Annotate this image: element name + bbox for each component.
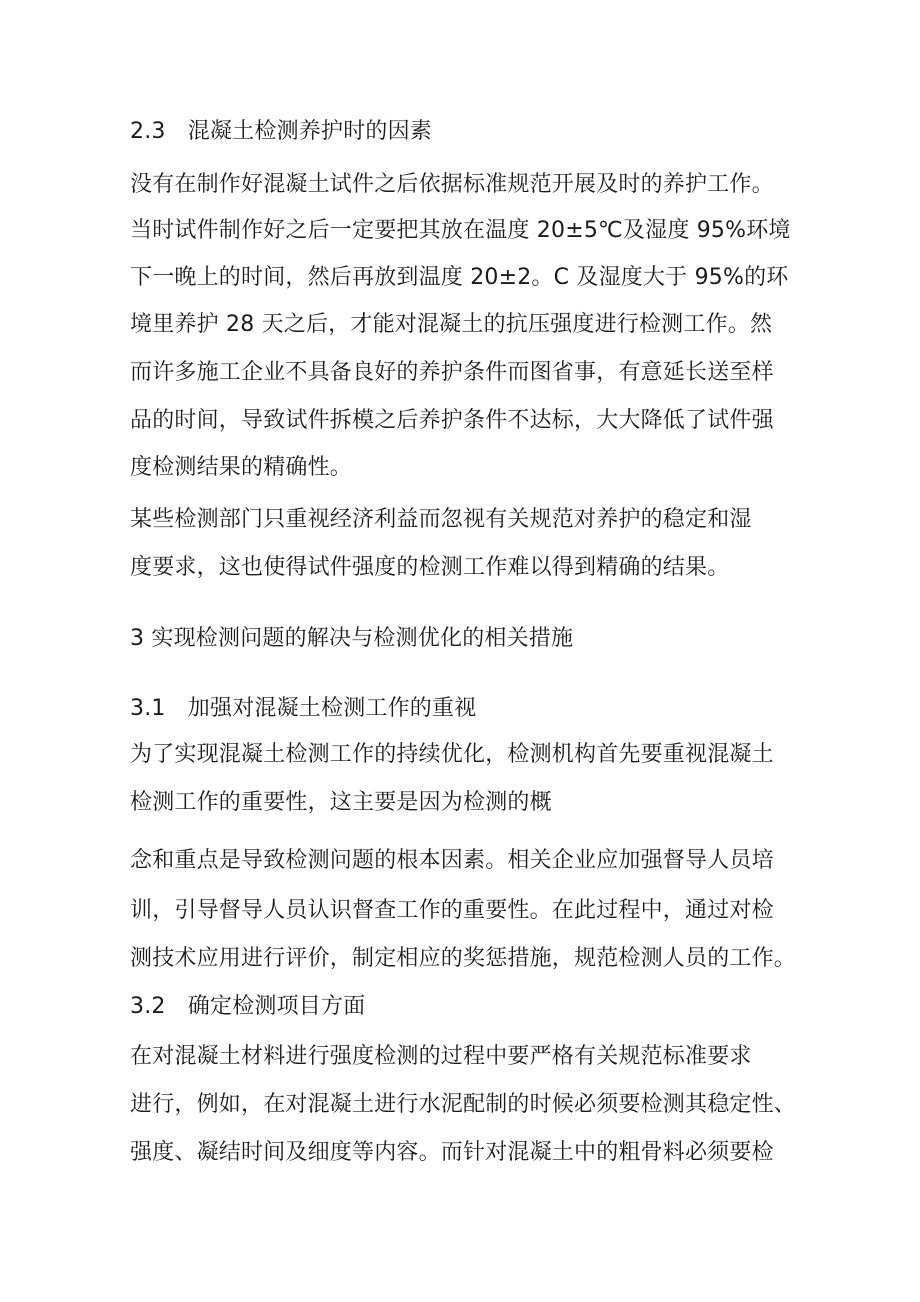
paragraph-line: 为了实现混凝土检测工作的持续优化，检测机构首先要重视混凝土 [130, 742, 774, 767]
paragraph-line: 在对混凝土材料进行强度检测的过程中要严格有关规范标准要求 [130, 1044, 752, 1069]
paragraph-line: 训，引导督导人员认识督查工作的重要性。在此过程中，通过对检 [130, 898, 774, 923]
section-heading-2-3: 2.3 混凝土检测养护时的因素 [130, 119, 432, 144]
section-heading-3: 3 实现检测问题的解决与检测优化的相关措施 [130, 626, 574, 651]
paragraph-line: 强度、凝结时间及细度等内容。而针对混凝土中的粗骨料必须要检 [130, 1140, 774, 1165]
section-heading-3-1: 3.1 加强对混凝土检测工作的重视 [130, 696, 477, 721]
paragraph-line: 品的时间，导致试件拆模之后养护条件不达标，大大降低了试件强 [130, 408, 774, 433]
paragraph-line: 下一晚上的时间，然后再放到温度 20±2。C 及湿度大于 95%的环 [130, 265, 789, 290]
paragraph-line: 测技术应用进行评价，制定相应的奖惩措施，规范检测人员的工作。 [130, 946, 797, 971]
section-heading-3-2: 3.2 确定检测项目方面 [130, 994, 366, 1019]
paragraph-line: 境里养护 28 天之后，才能对混凝土的抗压强度进行检测工作。然 [130, 312, 773, 337]
paragraph-line: 当时试件制作好之后一定要把其放在温度 20±5℃及湿度 95%环境 [130, 218, 791, 243]
paragraph-line: 而许多施工企业不具备良好的养护条件而图省事，有意延长送至样 [130, 360, 774, 385]
paragraph-line: 度检测结果的精确性。 [130, 455, 353, 480]
paragraph-line: 度要求，这也使得试件强度的检测工作难以得到精确的结果。 [130, 555, 730, 580]
paragraph-line: 没有在制作好混凝土试件之后依据标准规范开展及时的养护工作。 [130, 172, 774, 197]
paragraph-line: 念和重点是导致检测问题的根本因素。相关企业应加强督导人员培 [130, 848, 774, 873]
paragraph-line: 某些检测部门只重视经济利益而忽视有关规范对养护的稳定和湿 [130, 507, 752, 532]
paragraph-line: 进行，例如，在对混凝土进行水泥配制的时候必须要检测其稳定性、 [130, 1092, 797, 1117]
paragraph-line: 检测工作的重要性，这主要是因为检测的概 [130, 790, 552, 815]
